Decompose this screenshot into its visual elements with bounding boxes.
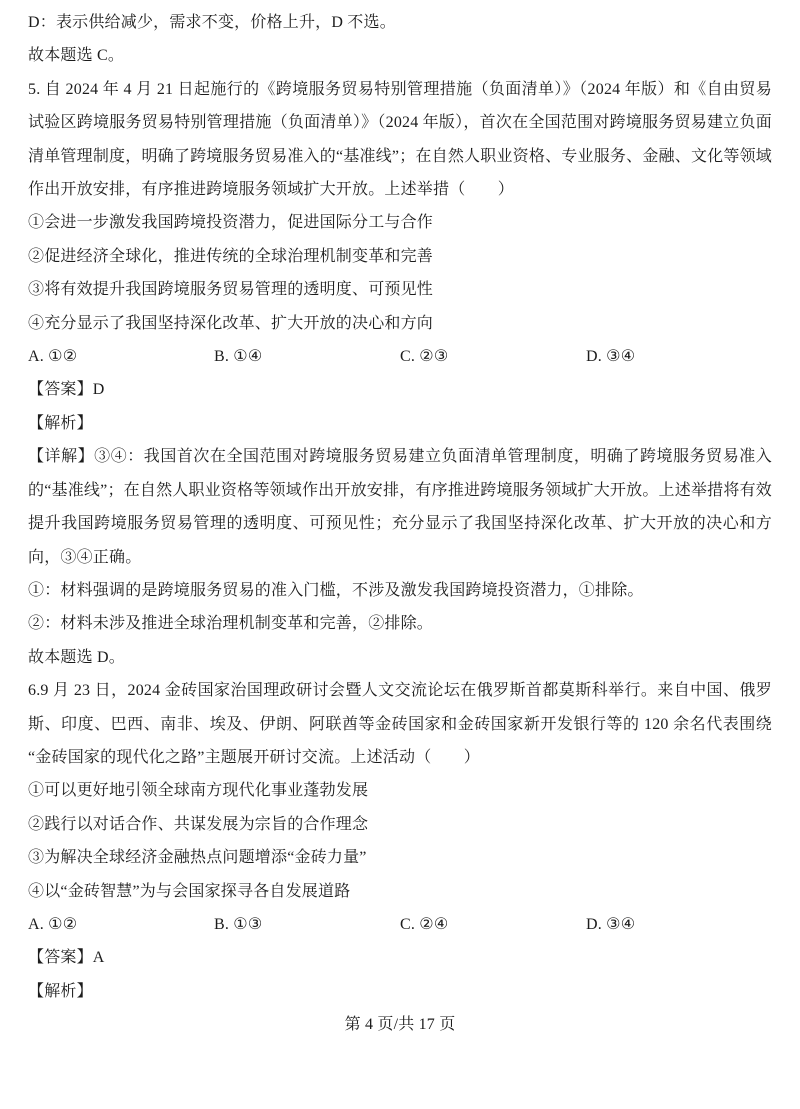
q5-detail: 【详解】③④：我国首次在全国范围对跨境服务贸易建立负面清单管理制度，明确了跨境服务贸易准入的“基准线”；在自然人职业资格等领域作出开放安排，有序推进跨境服务领域扩大开放。上述举措将有效提升我国跨境服务贸易管理的透明度、可预见性；充分显示了我国坚持深化改革、扩大开放的决心和方向，③④正确。 (28, 448, 772, 566)
q5-choices-row (28, 340, 772, 373)
q6-item-4: ④以“金砖智慧”为与会国家探寻各自发展道路 (28, 882, 351, 900)
q5-point-1: ①：材料强调的是跨境服务贸易的准入门槛，不涉及激发我国跨境投资潜力，①排除。 (28, 581, 644, 599)
q5-choice-d: D. ③④ (586, 348, 636, 366)
q4-option-d-analysis: D：表示供给减少，需求不变，价格上升，D 不选。 (28, 14, 396, 31)
q6-choice-d: D. ③④ (586, 915, 636, 933)
q6-choice-a: A. ①② (28, 915, 78, 933)
q6-choices-row (28, 908, 772, 941)
q5-item-3: ③将有效提升我国跨境服务贸易管理的透明度、可预见性 (28, 281, 434, 299)
q5-stem: 5. 自 2024 年 4 月 21 日起施行的《跨境服务贸易特别管理措施（负面清单）》（2024 年版）和《自由贸易试验区跨境服务贸易特别管理措施（负面清单）》（2024 年版），首次在全国范围对跨境服务贸易建立负面清单管理制度，明确了跨境服务贸易准入的“基准线”；在自然人职业资格、专业服务、金融、文化等领域作出开放安排，有序推进跨境服务领域扩大开放。上述举措（ ） (28, 80, 772, 199)
page-number-footer: 第 4 页/共 17 页 (344, 1016, 456, 1034)
q5-item-2: ②促进经济全球化，推进传统的全球治理机制变革和完善 (28, 247, 434, 265)
q6-choice-c: C. ②④ (400, 915, 449, 933)
q6-choice-b: B. ①③ (214, 915, 263, 933)
q6-item-2: ②践行以对话合作、共谋发展为宗旨的合作理念 (28, 815, 369, 833)
q5-analysis-label: 【解析】 (28, 414, 93, 432)
q5-point-2: ②：材料未涉及推进全球治理机制变革和完善，②排除。 (28, 615, 434, 633)
q5-choice-c: C. ②③ (400, 348, 449, 366)
q5-item-4: ④充分显示了我国坚持深化改革、扩大开放的决心和方向 (28, 314, 434, 332)
q6-answer: 【答案】A (28, 949, 105, 967)
q6-analysis-label: 【解析】 (28, 982, 93, 1000)
q5-choice-b: B. ①④ (214, 348, 263, 366)
q6-item-1: ①可以更好地引领全球南方现代化事业蓬勃发展 (28, 782, 369, 800)
q4-conclusion: 故本题选 C。 (28, 47, 125, 65)
q5-answer: 【答案】D (28, 381, 105, 399)
q5-choice-a: A. ①② (28, 348, 78, 366)
q6-stem: 6.9 月 23 日，2024 金砖国家治国理政研讨会暨人文交流论坛在俄罗斯首都莫斯科举行。来自中国、俄罗斯、印度、巴西、南非、埃及、伊朗、阿联酋等金砖国家和金砖国家新开发银行等的 120 余名代表围绕“金砖国家的现代化之路”主题展开研讨交流。上述活动（ ） (28, 682, 772, 766)
q6-item-3: ③为解决全球经济金融热点问题增添“金砖力量” (28, 849, 367, 867)
q5-item-1: ①会进一步激发我国跨境投资潜力，促进国际分工与合作 (28, 214, 434, 232)
q5-conclusion: 故本题选 D。 (28, 648, 125, 666)
